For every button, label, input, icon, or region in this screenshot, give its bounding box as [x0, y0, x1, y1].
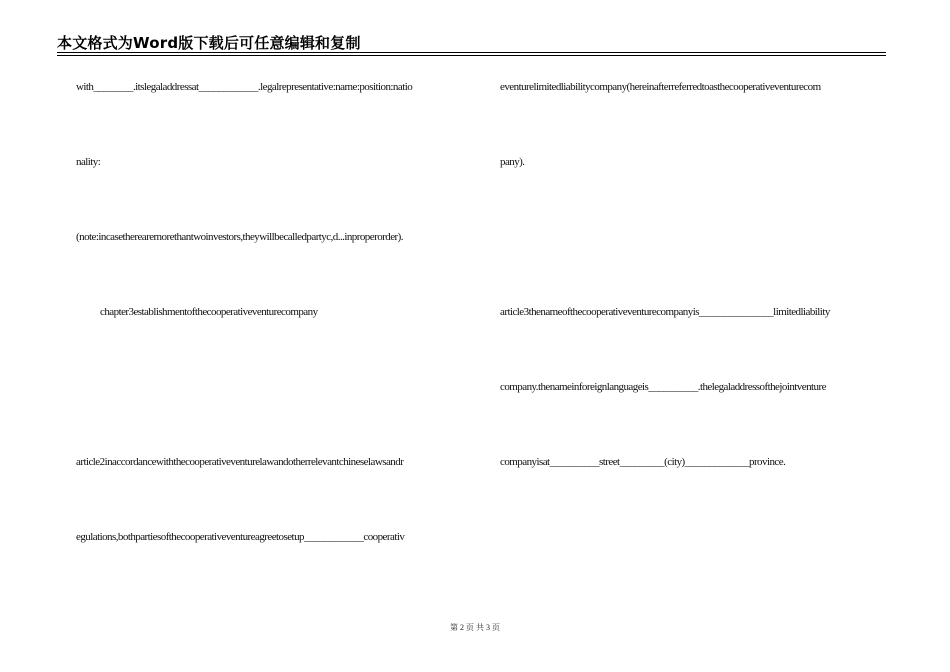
- left-line-3: (note:incasetherearemorethantwoinvestors,theywillbecalledpartyc,d...inproperorder).: [76, 231, 403, 243]
- left-line-2: nality:: [76, 156, 101, 168]
- header-rule-top: [57, 52, 886, 53]
- left-line-1: with________.itslegaladdressat____________.legalrepresentative:name:position:natio: [76, 81, 413, 93]
- right-line-1: eventurelimitedliabilitycompany(hereinafterreferredtoasthecooperativeventurecom: [500, 81, 821, 93]
- header-rule-bottom: [57, 55, 886, 56]
- document-header-title: 本文格式为Word版下载后可任意编辑和复制: [57, 34, 361, 52]
- left-line-6: egulations,bothpartiesofthecooperativeventureagreetosetup____________cooperativ: [76, 531, 405, 543]
- left-line-4: chapter3establishmentofthecooperativeventurecompany: [100, 306, 318, 318]
- right-line-5: companyisat__________street_________(city)_____________province.: [500, 456, 786, 468]
- page-number-footer: 第 2 页 共 3 页: [450, 623, 500, 632]
- right-line-2: pany).: [500, 156, 525, 168]
- left-line-5: article2inaccordancewiththecooperativeventurelawandotherrelevantchineselawsandr: [76, 456, 404, 468]
- right-line-3: article3thenameofthecooperativeventurecompanyis_______________limitedliability: [500, 306, 830, 318]
- right-line-4: company.thenameinforeignlanguageis__________.thelegaladdressofthejointventure: [500, 381, 826, 393]
